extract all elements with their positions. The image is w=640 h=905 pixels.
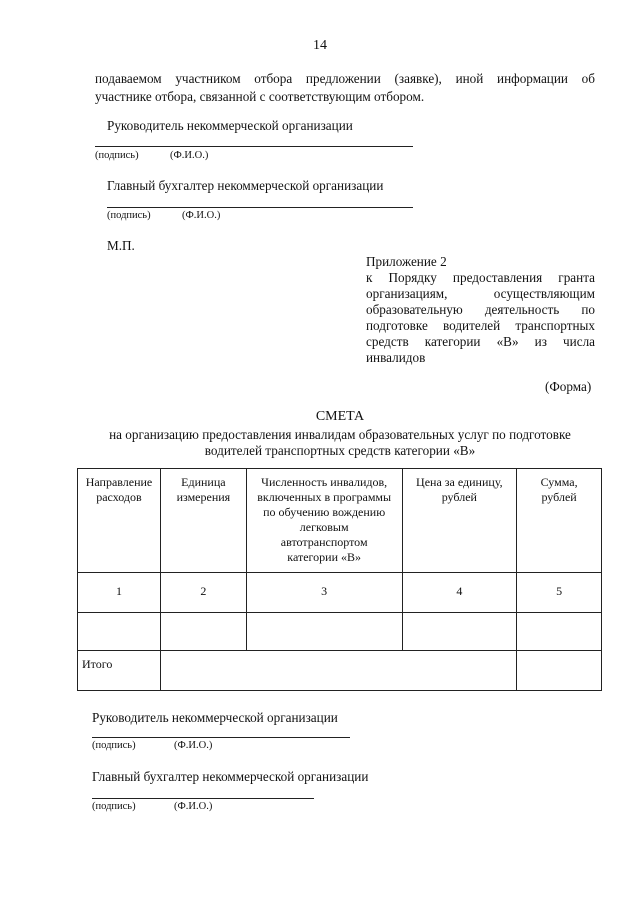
column-number-1: 1 <box>78 573 161 613</box>
header-unit: Единица измерения <box>160 469 246 573</box>
header-unit-price: Цена за единицу, рублей <box>402 469 517 573</box>
table-cell <box>246 613 402 651</box>
appendix-title: Приложение 2 <box>366 254 447 269</box>
bottom-head-signature-line <box>92 737 350 738</box>
head-signature-label: Руководитель некоммерческой организации <box>107 118 353 133</box>
appendix-line-5: средств категории «В» из числа <box>366 334 595 349</box>
column-number-4: 4 <box>402 573 517 613</box>
page-number: 14 <box>313 38 327 53</box>
total-sum-cell <box>517 651 602 691</box>
estimate-title: СМЕТА <box>315 409 365 424</box>
bottom-accountant-signature-label: Главный бухгалтер некоммерческой организации <box>92 769 369 784</box>
table-header-row <box>78 469 602 573</box>
accountant-signature-line <box>107 207 413 208</box>
bottom-head-signature-label: Руководитель некоммерческой организации <box>92 710 338 725</box>
accountant-signature-caption: (подпись) <box>107 210 151 221</box>
bottom-accountant-signature-line <box>92 798 314 799</box>
table-total-row <box>78 651 602 691</box>
appendix-line-1: к Порядку предоставления гранта <box>366 270 595 285</box>
column-number-2: 2 <box>160 573 246 613</box>
bottom-accountant-signature-caption: (подпись) <box>92 801 136 812</box>
table-cell <box>160 613 246 651</box>
total-merged-cell <box>160 651 516 691</box>
table-cell <box>517 613 602 651</box>
appendix-line-3: образовательную деятельность по <box>366 302 595 317</box>
head-signature-line <box>95 146 413 147</box>
table-cell <box>402 613 517 651</box>
bottom-head-fio-caption: (Ф.И.О.) <box>174 740 213 751</box>
header-sum: Сумма, рублей <box>517 469 602 573</box>
table-number-row <box>78 573 602 613</box>
column-number-5: 5 <box>517 573 602 613</box>
estimate-table <box>77 468 602 691</box>
table-cell <box>78 613 161 651</box>
accountant-fio-caption: (Ф.И.О.) <box>182 210 221 221</box>
bottom-accountant-fio-caption: (Ф.И.О.) <box>174 801 213 812</box>
header-disabled-count: Численность инвалидов, включенных в программы по обучению вождению легковым автотранспортом категории «В» <box>246 469 402 573</box>
appendix-line-4: подготовке водителей транспортных <box>366 318 595 333</box>
intro-line-2: участнике отбора, связанной с соответствующим отбором. <box>95 89 425 104</box>
bottom-head-signature-caption: (подпись) <box>92 740 136 751</box>
stamp-label: М.П. <box>107 238 135 253</box>
form-label: (Форма) <box>545 379 592 394</box>
estimate-subtitle-2: водителей транспортных средств категории «В» <box>204 443 476 458</box>
total-label: Итого <box>78 651 161 691</box>
appendix-line-6: инвалидов <box>366 350 426 365</box>
header-expense-direction: Направление расходов <box>78 469 161 573</box>
estimate-subtitle-1: на организацию предоставления инвалидам образовательных услуг по подготовке <box>109 427 571 442</box>
table-row <box>78 613 602 651</box>
head-fio-caption: (Ф.И.О.) <box>170 150 209 161</box>
column-number-3: 3 <box>246 573 402 613</box>
accountant-signature-label: Главный бухгалтер некоммерческой организации <box>107 178 384 193</box>
intro-line-1: подаваемом участником отбора предложении (заявке), иной информации об <box>95 71 595 86</box>
head-signature-caption: (подпись) <box>95 150 139 161</box>
appendix-line-2: организациям, осуществляющим <box>366 286 595 301</box>
